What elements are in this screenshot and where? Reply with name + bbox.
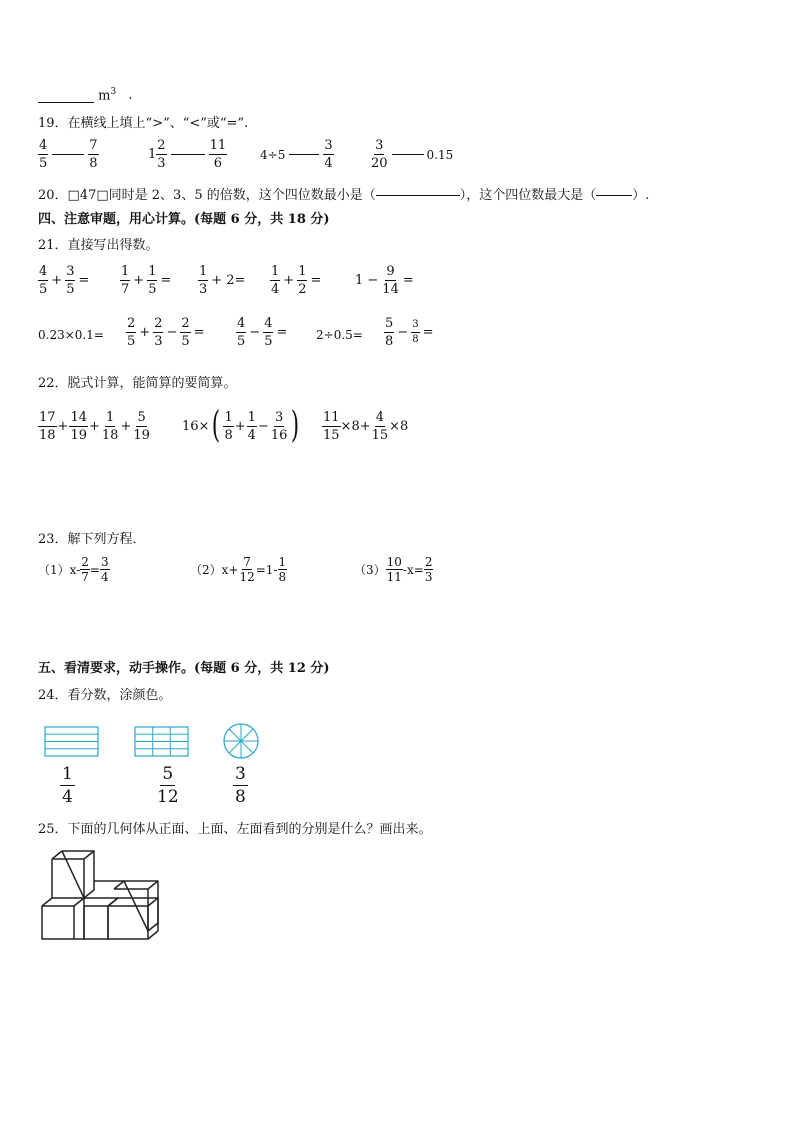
- q23-prompt: 23．解下列方程．: [38, 532, 146, 547]
- compare-blank[interactable]: [392, 154, 424, 155]
- q21-row-1: [38, 264, 458, 304]
- q24-fraction-1: $\frac{1}{4}$: [62, 764, 73, 807]
- answer-blank[interactable]: [38, 88, 94, 103]
- q21-expr: $\frac{5}{8}$ − $\frac{3}{8}$ =: [385, 316, 434, 349]
- q23-equations: [38, 556, 458, 596]
- section-5-title: 五、看清要求，动手操作。(每题 6 分，共 12 分): [38, 661, 330, 676]
- q22-expr-1: $\frac{17}{18}$ + $\frac{14}{19}$ + $\frac{1}{18}$ + $\frac{5}{19}$: [39, 410, 150, 443]
- compare-blank[interactable]: [289, 154, 319, 155]
- q21-expr: $\frac{2}{5}$ + $\frac{2}{3}$ − $\frac{2}{5}$ =: [127, 316, 205, 349]
- q19-prompt: 19．在横线上填上“>”、“<”或“=”.: [38, 116, 249, 131]
- q24-fraction-3: $\frac{3}{8}$: [235, 764, 246, 807]
- q21-expr: $\frac{4}{5}$ − $\frac{4}{5}$ =: [237, 316, 288, 349]
- q21-expr: $\frac{4}{5}$ + $\frac{3}{5}$ =: [39, 264, 90, 297]
- q23-eq-2: （2）x+ $\frac{7}{12}$ =1- $\frac{1}{8}$: [190, 555, 287, 584]
- q23-eq-3: （3） $\frac{10}{11}$ -x= $\frac{2}{3}$: [354, 555, 433, 584]
- rect-twelfths-figure[interactable]: [134, 726, 190, 758]
- q19-item-3: 4÷5 $\frac{3}{4}$: [260, 138, 333, 171]
- q21-expr: $\frac{1}{3}$ + 2=: [199, 264, 246, 297]
- rect-quarters-figure[interactable]: [44, 726, 100, 758]
- q21-prompt: 21．直接写出得数。: [38, 238, 159, 253]
- section-4-title: 四、注意审题，用心计算。(每题 6 分，共 18 分): [38, 212, 330, 227]
- compare-blank[interactable]: [171, 154, 205, 155]
- q25-prompt: 25．下面的几何体从正面、上面、左面看到的分别是什么？画出来。: [38, 822, 432, 837]
- q21-expr: 2÷0.5=: [316, 328, 363, 342]
- answer-blank-min[interactable]: [376, 195, 460, 196]
- compare-blank[interactable]: [52, 154, 84, 155]
- q23-eq-1: （1）x- $\frac{2}{7}$ = $\frac{3}{4}$: [38, 555, 109, 584]
- cube-solid-figure: [38, 848, 166, 944]
- q22-exprs: [38, 405, 458, 452]
- q21-expr: $\frac{1}{7}$ + $\frac{1}{5}$ =: [121, 264, 172, 297]
- q19-item-4: $\frac{3}{20}$ 0.15: [371, 138, 454, 171]
- q24-fraction-2: $\frac{5}{12}$: [157, 764, 179, 807]
- q24-prompt: 24．看分数，涂颜色。: [38, 688, 172, 703]
- answer-blank-max[interactable]: [596, 195, 632, 196]
- q21-expr: 0.23×0.1=: [38, 328, 104, 342]
- q21-row-2: [38, 316, 458, 356]
- q21-expr: $\frac{1}{4}$ + $\frac{1}{2}$ =: [271, 264, 322, 297]
- q22-expr-2: 16× ( $\frac{1}{8}$ + $\frac{1}{4}$ − $\frac{3}{16}$ ): [182, 405, 300, 446]
- q18-tail: $m^3$ .: [38, 84, 132, 104]
- q22-prompt: 22．脱式计算，能简算的要简算。: [38, 376, 237, 391]
- q19-item-2: 1 $\frac{2}{3}$ $\frac{11}{6}$: [148, 138, 227, 171]
- q22-expr-3: $\frac{11}{15}$ ×8+ $\frac{4}{15}$ ×8: [323, 410, 409, 443]
- q21-expr: 1 − $\frac{9}{14}$ =: [355, 264, 414, 297]
- circle-eighths-figure[interactable]: [222, 722, 260, 760]
- q20: 20．□47□同时是 2、3、5 的倍数，这个四位数最小是（ ），这个四位数最大是（ ）.: [38, 188, 650, 203]
- q19-item-1: $\frac{4}{5}$ $\frac{7}{8}$: [39, 138, 98, 171]
